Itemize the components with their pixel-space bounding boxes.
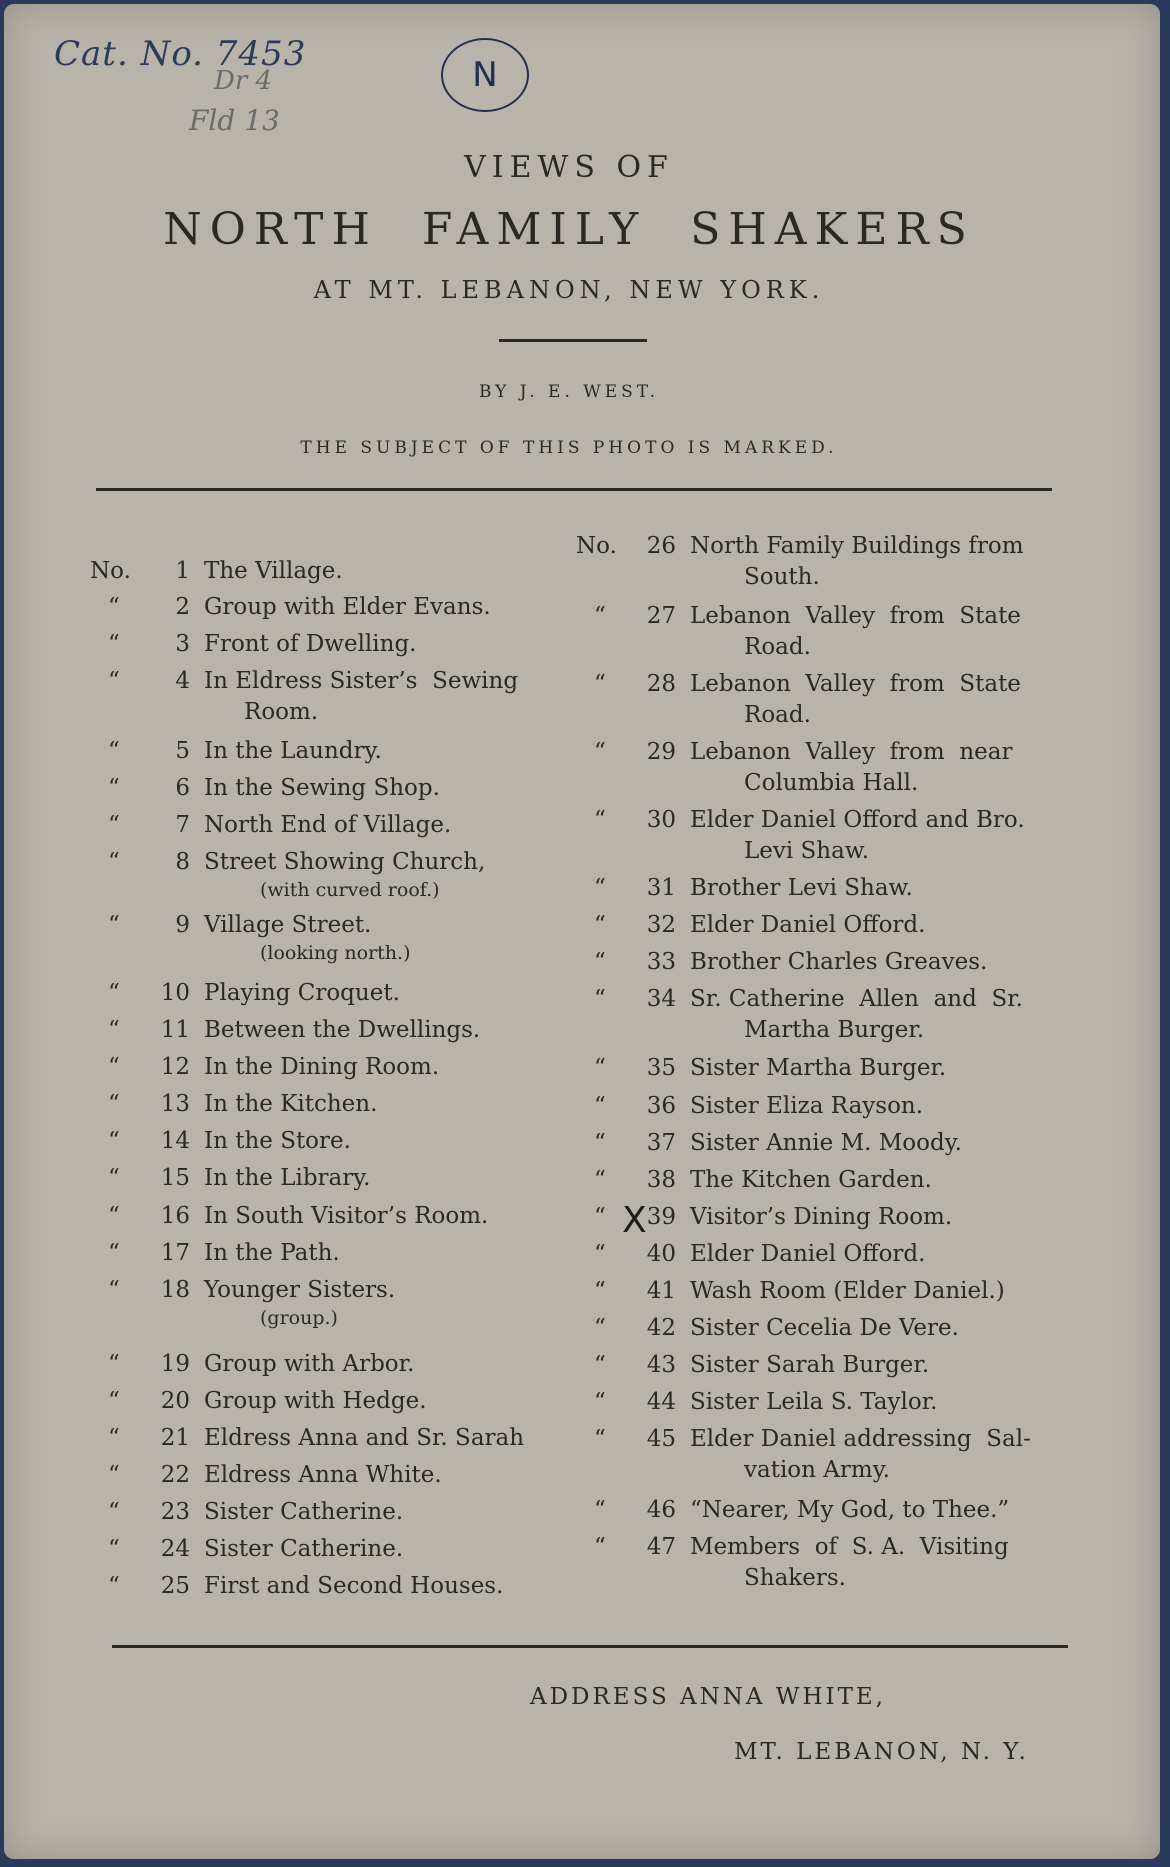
list-item-ditto: “ xyxy=(108,1536,120,1562)
list-item-number: 4 xyxy=(175,668,190,694)
list-item-ditto: “ xyxy=(594,986,606,1012)
list-item-title: Wash Room (Elder Daniel.) xyxy=(690,1278,1005,1304)
list-item-number: 20 xyxy=(160,1388,190,1414)
list-item-title: In the Store. xyxy=(204,1128,351,1154)
list-item-number: 19 xyxy=(160,1351,190,1377)
list-item-title: In the Kitchen. xyxy=(204,1091,378,1117)
circled-letter: N xyxy=(441,38,529,112)
list-item-number: 14 xyxy=(160,1128,190,1154)
list-item-ditto: “ xyxy=(594,1055,606,1081)
selection-mark: X xyxy=(622,1200,647,1241)
list-item-title: Lebanon Valley from near xyxy=(690,739,1013,765)
list-item-number: 26 xyxy=(646,533,676,559)
list-item-number: 21 xyxy=(160,1425,190,1451)
list-item-ditto: “ xyxy=(594,875,606,901)
list-item-title: Group with Elder Evans. xyxy=(204,594,491,620)
list-item-ditto: “ xyxy=(594,1204,606,1230)
list-item-number: 35 xyxy=(646,1055,676,1081)
list-item-title: Elder Daniel addressing Sal- xyxy=(690,1426,1031,1452)
list-item-ditto: “ xyxy=(594,912,606,938)
list-item-title: In the Path. xyxy=(204,1240,340,1266)
list-item-ditto: “ xyxy=(594,1167,606,1193)
list-item-ditto: “ xyxy=(108,1091,120,1117)
list-item-title: North End of Village. xyxy=(204,812,452,838)
list-item-ditto: “ xyxy=(108,1425,120,1451)
list-item-title: Younger Sisters. xyxy=(204,1277,396,1303)
list-item-title: Eldress Anna and Sr. Sarah xyxy=(204,1425,525,1451)
list-item-title: In the Laundry. xyxy=(204,738,382,764)
list-item-ditto: “ xyxy=(594,603,606,629)
list-item-number: 10 xyxy=(160,980,190,1006)
list-item-number: 46 xyxy=(646,1497,676,1523)
list-item-ditto: “ xyxy=(108,849,120,875)
list-item-number: 43 xyxy=(646,1352,676,1378)
list-item-number: 41 xyxy=(646,1278,676,1304)
list-item-note: (with curved roof.) xyxy=(260,879,440,901)
list-item-continuation: Martha Burger. xyxy=(744,1017,925,1043)
title-views-of: VIEWS OF xyxy=(464,150,674,185)
list-item-ditto: “ xyxy=(108,1462,120,1488)
catalog-card xyxy=(4,4,1160,1859)
list-item-title: Elder Daniel Offord and Bro. xyxy=(690,807,1025,833)
list-item-number: 40 xyxy=(646,1241,676,1267)
list-item-ditto: “ xyxy=(594,1278,606,1304)
list-item-ditto: “ xyxy=(108,1351,120,1377)
list-item-ditto: No. xyxy=(576,533,617,559)
title-location: AT MT. LEBANON, NEW YORK. xyxy=(313,276,825,304)
top-divider xyxy=(96,488,1052,491)
list-item-title: North Family Buildings from xyxy=(690,533,1024,559)
list-item-number: 38 xyxy=(646,1167,676,1193)
list-item-title: Sister Catherine. xyxy=(204,1499,404,1525)
list-item-number: 3 xyxy=(175,631,190,657)
list-item-continuation: Road. xyxy=(744,634,811,660)
list-item-title: Lebanon Valley from State xyxy=(690,671,1021,697)
list-item-ditto: “ xyxy=(108,1128,120,1154)
list-item-ditto: “ xyxy=(108,1277,120,1303)
list-item-title: Front of Dwelling. xyxy=(204,631,417,657)
list-item-number: 15 xyxy=(160,1165,190,1191)
list-item-ditto: “ xyxy=(108,1388,120,1414)
list-item-number: 29 xyxy=(646,739,676,765)
list-item-title: Sister Martha Burger. xyxy=(690,1055,947,1081)
list-item-number: 22 xyxy=(160,1462,190,1488)
list-item-title: Elder Daniel Offord. xyxy=(690,1241,926,1267)
list-item-number: 44 xyxy=(646,1389,676,1415)
list-item-title: Lebanon Valley from State xyxy=(690,603,1021,629)
list-item-ditto: “ xyxy=(594,1093,606,1119)
list-item-number: 36 xyxy=(646,1093,676,1119)
list-item-ditto: “ xyxy=(108,1573,120,1599)
list-item-title: Sister Leila S. Taylor. xyxy=(690,1389,938,1415)
list-item-number: 34 xyxy=(646,986,676,1012)
list-item-ditto: “ xyxy=(108,631,120,657)
list-item-ditto: “ xyxy=(108,1165,120,1191)
list-item-title: In the Sewing Shop. xyxy=(204,775,440,801)
short-divider xyxy=(499,339,647,342)
list-item-number: 8 xyxy=(175,849,190,875)
list-item-ditto: “ xyxy=(108,668,120,694)
list-item-ditto: “ xyxy=(594,739,606,765)
list-item-ditto: “ xyxy=(108,594,120,620)
list-item-number: 6 xyxy=(175,775,190,801)
list-item-continuation: vation Army. xyxy=(744,1457,890,1483)
list-item-title: Eldress Anna White. xyxy=(204,1462,442,1488)
list-item-title: Sr. Catherine Allen and Sr. xyxy=(690,986,1023,1012)
list-item-number: 7 xyxy=(175,812,190,838)
list-item-number: 1 xyxy=(175,558,190,584)
list-item-title: Elder Daniel Offord. xyxy=(690,912,926,938)
list-item-title: “Nearer, My God, to Thee.” xyxy=(690,1497,1010,1523)
list-item-ditto: “ xyxy=(594,1426,606,1452)
list-item-number: 16 xyxy=(160,1203,190,1229)
list-item-number: 42 xyxy=(646,1315,676,1341)
list-item-title: Group with Arbor. xyxy=(204,1351,415,1377)
list-item-title: Street Showing Church, xyxy=(204,849,486,875)
list-item-continuation: Shakers. xyxy=(744,1565,846,1591)
list-item-continuation: Road. xyxy=(744,702,811,728)
list-item-number: 28 xyxy=(646,671,676,697)
list-item-ditto: “ xyxy=(108,980,120,1006)
list-item-ditto: “ xyxy=(594,949,606,975)
list-item-number: 13 xyxy=(160,1091,190,1117)
list-item-ditto: “ xyxy=(594,671,606,697)
list-item-ditto: “ xyxy=(594,1241,606,1267)
list-item-ditto: “ xyxy=(108,1240,120,1266)
list-item-ditto: “ xyxy=(594,1352,606,1378)
list-item-title: In South Visitor’s Room. xyxy=(204,1203,489,1229)
list-item-ditto: “ xyxy=(108,1017,120,1043)
list-item-ditto: “ xyxy=(108,912,120,938)
list-item-title: Brother Levi Shaw. xyxy=(690,875,913,901)
list-item-note: (looking north.) xyxy=(260,942,411,964)
pencil-note-folder: Fld 13 xyxy=(189,104,280,137)
handwritten-catalog-number: Cat. No. 7453 xyxy=(54,34,307,74)
list-item-note: (group.) xyxy=(260,1307,338,1329)
list-item-title: Sister Annie M. Moody. xyxy=(690,1130,962,1156)
list-item-title: In the Library. xyxy=(204,1165,371,1191)
list-item-ditto: “ xyxy=(594,1497,606,1523)
list-item-number: 9 xyxy=(175,912,190,938)
list-item-title: Brother Charles Greaves. xyxy=(690,949,988,975)
list-item-number: 47 xyxy=(646,1534,676,1560)
list-item-continuation: Room. xyxy=(244,699,319,725)
list-item-title: Sister Eliza Rayson. xyxy=(690,1093,924,1119)
list-item-ditto: “ xyxy=(108,738,120,764)
list-item-title: Visitor’s Dining Room. xyxy=(690,1204,953,1230)
list-item-ditto: “ xyxy=(108,1054,120,1080)
list-item-number: 37 xyxy=(646,1130,676,1156)
list-item-continuation: Columbia Hall. xyxy=(744,770,919,796)
list-item-title: In Eldress Sister’s Sewing xyxy=(204,668,519,694)
list-item-number: 45 xyxy=(646,1426,676,1452)
list-item-number: 24 xyxy=(160,1536,190,1562)
list-item-ditto: “ xyxy=(594,807,606,833)
list-item-number: 17 xyxy=(160,1240,190,1266)
list-item-number: 2 xyxy=(175,594,190,620)
byline: BY J. E. WEST. xyxy=(478,382,660,402)
list-item-title: Group with Hedge. xyxy=(204,1388,427,1414)
list-item-number: 12 xyxy=(160,1054,190,1080)
marked-note: THE SUBJECT OF THIS PHOTO IS MARKED. xyxy=(300,438,838,458)
list-item-title: Sister Sarah Burger. xyxy=(690,1352,930,1378)
list-item-title: The Village. xyxy=(204,558,343,584)
list-item-ditto: “ xyxy=(108,1203,120,1229)
list-item-number: 30 xyxy=(646,807,676,833)
list-item-number: 23 xyxy=(160,1499,190,1525)
list-item-continuation: Levi Shaw. xyxy=(744,838,870,864)
list-item-number: 31 xyxy=(646,875,676,901)
list-item-number: 27 xyxy=(646,603,676,629)
list-item-title: The Kitchen Garden. xyxy=(690,1167,932,1193)
list-item-title: Sister Cecelia De Vere. xyxy=(690,1315,959,1341)
list-item-title: Between the Dwellings. xyxy=(204,1017,481,1043)
list-item-title: Members of S. A. Visiting xyxy=(690,1534,1009,1560)
list-item-number: 39 xyxy=(646,1204,676,1230)
list-item-number: 18 xyxy=(160,1277,190,1303)
list-item-ditto: “ xyxy=(108,1499,120,1525)
list-item-ditto: “ xyxy=(108,812,120,838)
address-city: MT. LEBANON, N. Y. xyxy=(734,1739,1029,1765)
list-item-title: Village Street. xyxy=(204,912,372,938)
list-item-number: 5 xyxy=(175,738,190,764)
list-item-ditto: “ xyxy=(594,1315,606,1341)
list-item-title: Playing Croquet. xyxy=(204,980,400,1006)
list-item-ditto: “ xyxy=(108,775,120,801)
list-item-ditto: “ xyxy=(594,1389,606,1415)
list-item-number: 11 xyxy=(160,1017,190,1043)
list-item-number: 32 xyxy=(646,912,676,938)
list-item-title: In the Dining Room. xyxy=(204,1054,440,1080)
list-item-ditto: “ xyxy=(594,1130,606,1156)
page-title: NORTH FAMILY SHAKERS xyxy=(163,204,975,255)
list-item-continuation: South. xyxy=(744,564,820,590)
list-item-ditto: “ xyxy=(594,1534,606,1560)
list-item-title: Sister Catherine. xyxy=(204,1536,404,1562)
list-item-title: First and Second Houses. xyxy=(204,1573,504,1599)
pencil-note-drawer: Dr 4 xyxy=(214,66,273,96)
list-item-ditto: No. xyxy=(90,558,131,584)
list-item-number: 33 xyxy=(646,949,676,975)
bottom-divider xyxy=(112,1645,1068,1648)
address-line: ADDRESS ANNA WHITE, xyxy=(530,1684,887,1710)
list-item-number: 25 xyxy=(160,1573,190,1599)
